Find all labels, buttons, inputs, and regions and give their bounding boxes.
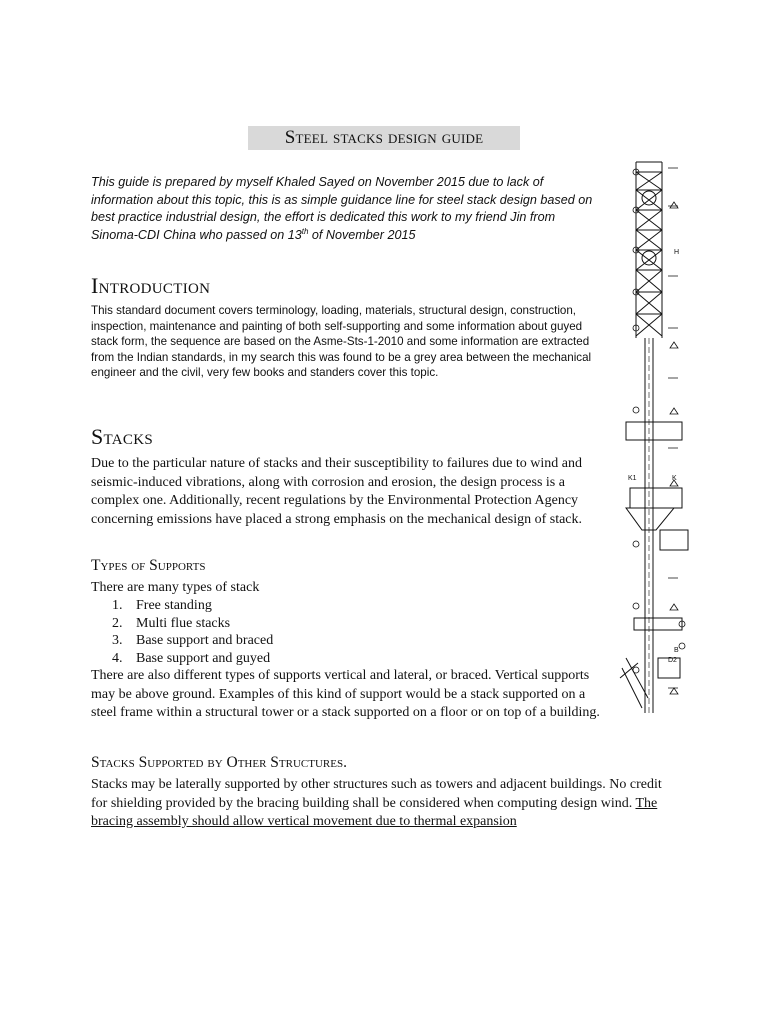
list-item [112, 615, 273, 633]
supports-paragraph: There are also different types of supports vertical and lateral, or braced. Vertical supports may be above ground. Examples of this kind of support would be a stack supported on a steel frame within a structural tower or a stack supported on a floor or on top of a building. [91, 668, 600, 720]
label-b: B [674, 647, 679, 654]
dedication-text-end: of November 2015 [308, 227, 416, 242]
stacks-heading: Stacks [91, 424, 154, 449]
list-item-text: Free standing [136, 598, 212, 613]
dedication-note [91, 174, 597, 244]
platforms [620, 422, 688, 708]
label-k1: K1 [628, 475, 637, 482]
label-d2: D2 [668, 657, 677, 664]
list-item-text: Multi flue stacks [136, 615, 231, 631]
types-intro-text: There are many types of stack [91, 580, 260, 595]
list-item [112, 597, 273, 615]
list-item [112, 650, 273, 668]
types-list [112, 597, 273, 667]
list-item [112, 632, 273, 650]
label-k: K [672, 475, 677, 482]
supported-by-other-structures-heading: Stacks Supported by Other Structures. [91, 754, 347, 771]
stacks-paragraph: Due to the particular nature of stacks and their susceptibility to failures due to wind and seismic-induced vibrations, along with corrosion and erosion, the design process is a complex one. Additionally, recent regulations by the Environmental Protection Agency concerning emissions have placed a strong emphasis on the mechanical design of stack. [91, 456, 583, 527]
dedication-text: This guide is prepared by myself Khaled Sayed on November 2015 due to lack of information about this topic, this is as simple guidance line for steel stack design based on best practice industrial design, the effort is dedicated this work to my friend Jin from Sinoma-CDI China who passed on 13 [91, 175, 593, 242]
list-item-number: 3. [112, 633, 123, 649]
types-of-supports-heading: Types of Supports [91, 557, 206, 574]
list-item-number: 1. [112, 598, 123, 613]
dedication-superscript: th [301, 226, 309, 236]
document-title: Steel stacks design guide [248, 126, 520, 150]
thermal-expansion-note: The bracing assembly should allow vertical movement due to thermal expansion [91, 795, 658, 829]
lattice-tower [636, 162, 662, 338]
label-h: H [674, 249, 680, 256]
list-item-number: 2. [112, 615, 123, 631]
supported-by-other-structures-paragraph [91, 776, 681, 832]
list-item-number: 4. [112, 650, 123, 666]
stack-shell [645, 338, 653, 713]
stack-elevation-drawing [612, 158, 702, 718]
supported-text: Stacks may be laterally supported by other structures such as towers and adjacent buildings. No credit for shielding provided by the bracing building shall be considered when computing design wind. [91, 777, 662, 811]
introduction-heading: Introduction [91, 273, 211, 298]
introduction-paragraph: This standard document covers terminology, loading, materials, structural design, construction, inspection, maintenance and painting of both self-supporting and some information about guyed stack form, the sequence are based on the Asme-Sts-1-2010 and some information are extracted from the Indian standards, in my search this was found to be a grey area between the mechanical engineer and the civil, very few books and standers cover this topic. [91, 304, 592, 380]
list-item-text: Base support and braced [136, 633, 274, 649]
list-item-text: Base support and guyed [136, 650, 271, 666]
